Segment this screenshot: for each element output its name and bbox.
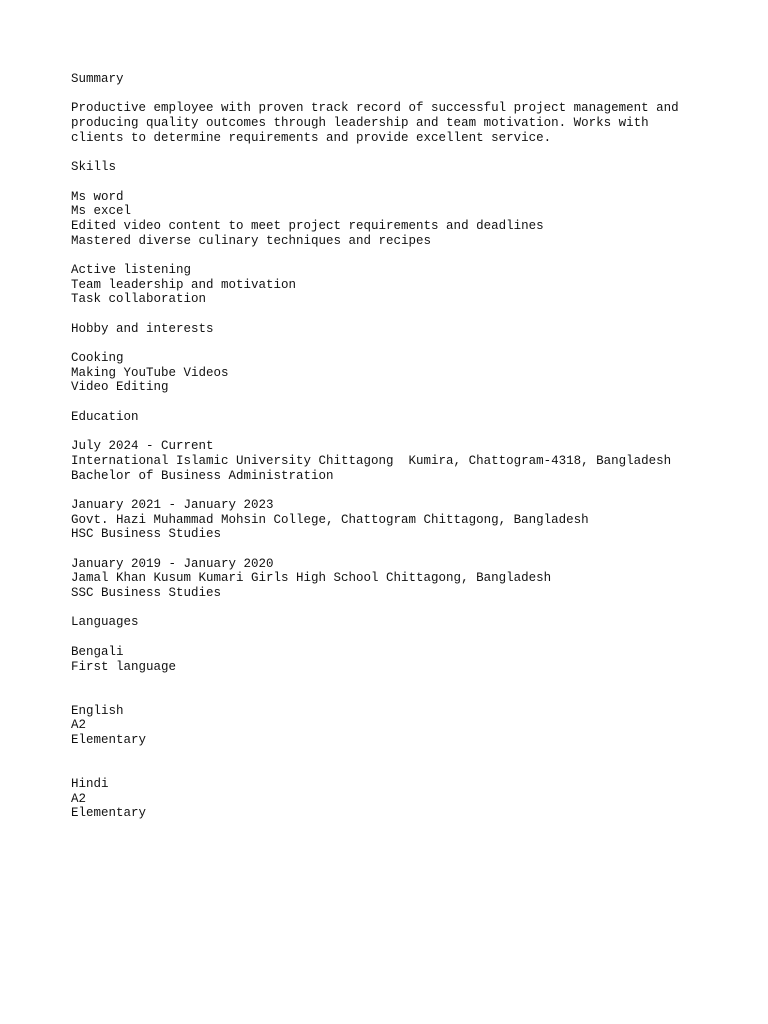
spacer (71, 542, 751, 557)
education-dates: July 2024 - Current (71, 439, 214, 454)
summary-line: producing quality outcomes through leadership and team motivation. Works with (71, 116, 649, 131)
summary-heading: Summary (71, 72, 124, 86)
skill-item: Ms word (71, 189, 124, 204)
language-descriptor: Elementary (71, 806, 147, 821)
summary-line: Productive employee with proven track record of successful project management and (71, 101, 679, 116)
language-descriptor: Elementary (71, 732, 147, 747)
spacer (71, 248, 751, 263)
summary-line: clients to determine requirements and provide excellent service. (71, 130, 552, 145)
education-heading: Education (71, 409, 139, 424)
language-name: Hindi (71, 777, 109, 792)
hobby-item: Making YouTube Videos (71, 365, 229, 380)
hobby-item: Cooking (71, 351, 124, 366)
skills-heading: Skills (71, 160, 117, 175)
spacer (71, 307, 751, 322)
language-name: Bengali (71, 644, 124, 659)
skill-item: Mastered diverse culinary techniques and recipes (71, 233, 432, 248)
spacer (71, 483, 751, 498)
skill-item: Edited video content to meet project requirements and deadlines (71, 218, 544, 233)
spacer (71, 175, 751, 190)
language-level: First language (71, 659, 177, 674)
spacer (71, 674, 751, 703)
spacer (71, 748, 751, 777)
education-degree: Bachelor of Business Administration (71, 468, 334, 483)
education-institution: International Islamic University Chittagong Kumira, Chattogram-4318, Bangladesh (71, 453, 672, 468)
education-institution: Jamal Khan Kusum Kumari Girls High School Chittagong, Bangladesh (71, 571, 552, 586)
skill-item: Active listening (71, 262, 192, 277)
spacer (71, 630, 751, 645)
spacer (71, 425, 751, 440)
spacer (71, 395, 751, 410)
education-degree: SSC Business Studies (71, 586, 222, 601)
skill-item: Task collaboration (71, 292, 207, 307)
education-degree: HSC Business Studies (71, 527, 222, 542)
skill-item: Team leadership and motivation (71, 277, 297, 292)
education-institution: Govt. Hazi Muhammad Mohsin College, Chattogram Chittagong, Bangladesh (71, 512, 589, 527)
education-dates: January 2021 - January 2023 (71, 497, 274, 512)
spacer (71, 145, 751, 160)
spacer (71, 336, 751, 351)
spacer (71, 601, 751, 616)
hobby-item: Video Editing (71, 380, 169, 395)
language-level: A2 (71, 718, 87, 733)
resume-document (71, 72, 751, 821)
language-name: English (71, 703, 124, 718)
education-dates: January 2019 - January 2020 (71, 556, 274, 571)
language-level: A2 (71, 791, 87, 806)
languages-heading: Languages (71, 615, 139, 630)
skill-item: Ms excel (71, 204, 132, 219)
hobbies-heading: Hobby and interests (71, 321, 214, 336)
spacer (71, 87, 751, 102)
